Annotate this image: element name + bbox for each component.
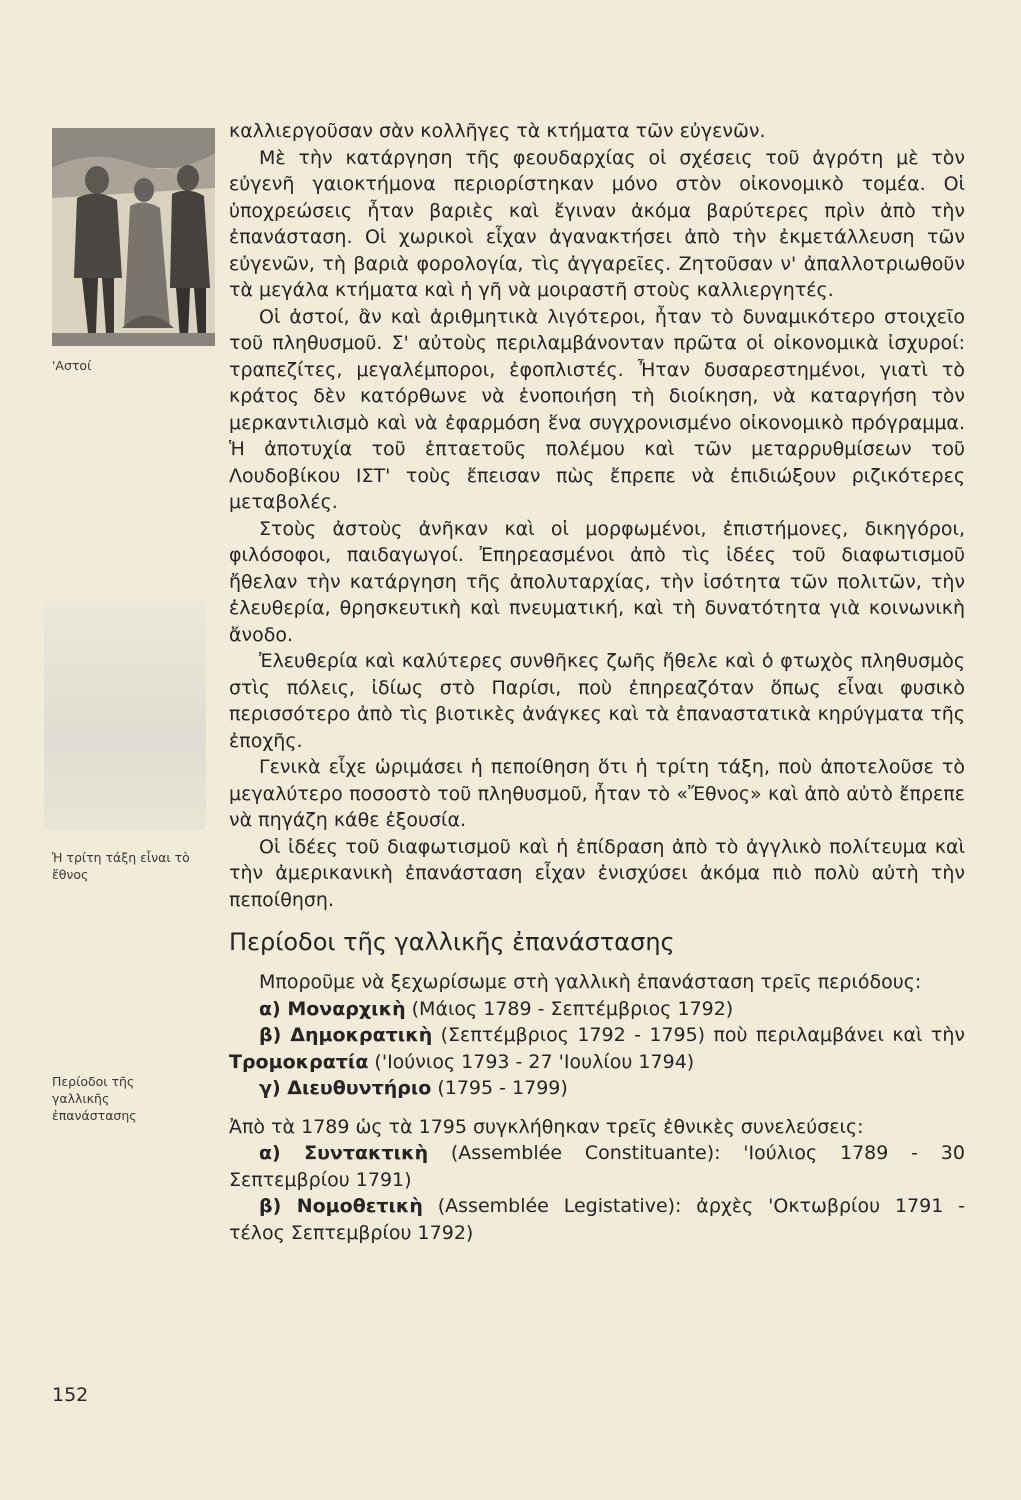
assembly-item [229, 1193, 965, 1246]
assembly-label: β) Νομοθετικὴ [259, 1195, 423, 1217]
period-text: (Σεπτέμβριος 1792 - 1795) ποὺ περιλαμβάνει καὶ τὴν [432, 1024, 965, 1046]
section-intro: Μποροῦμε νὰ ξεχωρίσωμε στὴ γαλλικὴ ἐπανάσταση τρεῖς περιόδους: [259, 971, 922, 993]
section-heading: Περίοδοι τῆς γαλλικῆς ἐπανάστασης [229, 928, 675, 956]
assembly-text: (Assemblée Constituante): 'Ιούλιος 1789 - 30 Σεπτεμβρίου 1791) [229, 1142, 965, 1191]
paragraph: Οἱ ἀστοί, ἂν καὶ ἀριθμητικὰ λιγότεροι, ἦταν τὸ δυναμικότερο στοιχεῖο τοῦ πληθυσμοῦ. Σ' αὐτοὺς περιλαμβάνονταν πρῶτα οἱ οἰκονομικὰ ἰσχυροί: τραπεζίτες, μεγαλέμποροι, ἐφοπλιστές. Ἦταν δυσαρεστημένοι, γιατὶ τὸ κράτος δὲν κατόρθωνε νὰ ἑνοποιήση τὴ διοίκηση, νὰ καταργήση τὸν μερκαντιλισμὸ καὶ νὰ ἐφαρμόση ἕνα συγχρονισμένο οἰκονομικὸ πρόγραμμα. Ἡ ἀποτυχία τοῦ ἑπταετοῦς πολέμου καὶ τῶν μεταρρυθμίσεων τοῦ Λουδοβίκου ΙΣΤ' τοὺς ἔπεισαν πὼς ἔπρεπε νὰ ἐπιδιώξουν ριζικότερες μεταβολές. [229, 305, 965, 513]
paragraph: Στοὺς ἀστοὺς ἀνῆκαν καὶ οἱ μορφωμένοι, ἐπιστήμονες, δικηγόροι, φιλόσοφοι, παιδαγωγοί. Ἐπηρεασμένοι ἀπὸ τὶς ἰδέες τοῦ διαφωτισμοῦ ἤθελαν τὴν κατάργηση τῆς ἀπολυταρχίας, τὴν ἰσότητα τῶν πολιτῶν, τὴν ἐλευθερία, θρησκευτικὴ καὶ πνευματική, καὶ τὴ δυνατότητα γιὰ κοινωνικὴ ἄνοδο. [229, 517, 965, 646]
assembly-label: α) Συντακτικὴ [259, 1142, 429, 1164]
assembly-text: (Assemblée Legistative): ἀρχὲς 'Οκτωβρίου 1791 - τέλος Σεπτεμβρίου 1792) [229, 1195, 965, 1244]
period-text: (1795 - 1799) [431, 1077, 568, 1099]
paragraph: Ἐλευθερία καὶ καλύτερες συνθῆκες ζωῆς ἤθελε καὶ ὁ φτωχὸς πληθυσμὸς στὶς πόλεις, ἰδίως στὸ Παρίσι, ποὺ ἐπηρεαζόταν ὅπως εἶναι φυσικὸ περισσότερο ἀπὸ τὶς βιοτικὲς ἀνάγκες καὶ τὰ ἐπαναστατικὰ κηρύγματα τῆς ἐποχῆς. [229, 650, 965, 752]
assemblies-intro: Ἀπὸ τὰ 1789 ὡς τὰ 1795 συγκλήθηκαν τρεῖς ἐθνικὲς συνελεύσεις: [229, 1115, 864, 1138]
paragraph: Γενικὰ εἶχε ὡριμάσει ἡ πεποίθηση ὅτι ἡ τρίτη τάξη, ποὺ ἀποτελοῦσε τὸ μεγαλύτερο ποσοστὸ τοῦ πληθυσμοῦ, ἦταν τὸ «Ἔθνος» καὶ ἀπὸ αὐτὸ ἔπρεπε νὰ πηγάζη κάθε ἐξουσία. [229, 756, 965, 831]
period-text: (Μάιος 1789 - Σεπτέμβριος 1792) [405, 997, 734, 1020]
period-subtext: ('Ιούνιος 1793 - 27 'Ιουλίου 1794) [368, 1050, 695, 1073]
period-label: α) Μοναρχικὴ [259, 997, 406, 1020]
margin-note-third-estate: Ἡ τρίτη τάξη εἶναι τὸ ἔθνος [52, 850, 190, 882]
burghers-illustration [52, 128, 215, 346]
period-label: γ) Διευθυντήριο [259, 1077, 432, 1099]
main-text-column [229, 118, 965, 1246]
period-sublabel: Τρομοκρατία [229, 1050, 369, 1073]
period-item [229, 1022, 965, 1075]
period-item [229, 996, 965, 1023]
period-item [229, 1075, 965, 1102]
assembly-item [229, 1140, 965, 1193]
paragraph: Οἱ ἰδέες τοῦ διαφωτισμοῦ καὶ ἡ ἐπίδραση ἀπὸ τὸ ἀγγλικὸ πολίτευμα καὶ τὴν ἀμερικανικὴ ἐπανάσταση εἶχαν ἐνισχύσει ἀκόμα πιὸ πολὺ αὐτὴ τὴν πεποίθηση. [229, 835, 965, 911]
paragraph: Μὲ τὴν κατάργηση τῆς φεουδαρχίας οἱ σχέσεις τοῦ ἀγρότη μὲ τὸν εὐγενῆ γαιοκτήμονα περιορίστηκαν μόνο στὸν οἰκονομικὸ τομέα. Οἱ ὑποχρεώσεις ἦταν βαριὲς καὶ ἔγιναν ἀκόμα βαρύτερες πρὶν ἀπὸ τὴν ἐπανάσταση. Οἱ χωρικοὶ εἶχαν ἀγανακτήσει ἀπὸ τὴν ἐκμετάλλευση τῶν εὐγενῶν, τὴ βαριὰ φορολογία, τὶς ἀγγαρεῖες. Ζητοῦσαν ν' ἀπαλλοτριωθοῦν τὰ μεγάλα κτήματα καὶ ἡ γῆ νὰ μοιραστῆ στοὺς καλλιεργητές. [229, 146, 965, 301]
faded-background-image [44, 600, 206, 830]
illustration-caption: 'Αστοί [52, 358, 92, 373]
paragraph: καλλιεργοῦσαν σὰν κολλῆγες τὰ κτήματα τῶν εὐγενῶν. [229, 120, 766, 142]
margin-note-periods: Περίοδοι τῆς γαλλικῆς ἐπανάστασης [52, 1074, 137, 1123]
page-number: 152 [52, 1384, 89, 1406]
period-label: β) Δημοκρατικὴ [259, 1024, 433, 1046]
